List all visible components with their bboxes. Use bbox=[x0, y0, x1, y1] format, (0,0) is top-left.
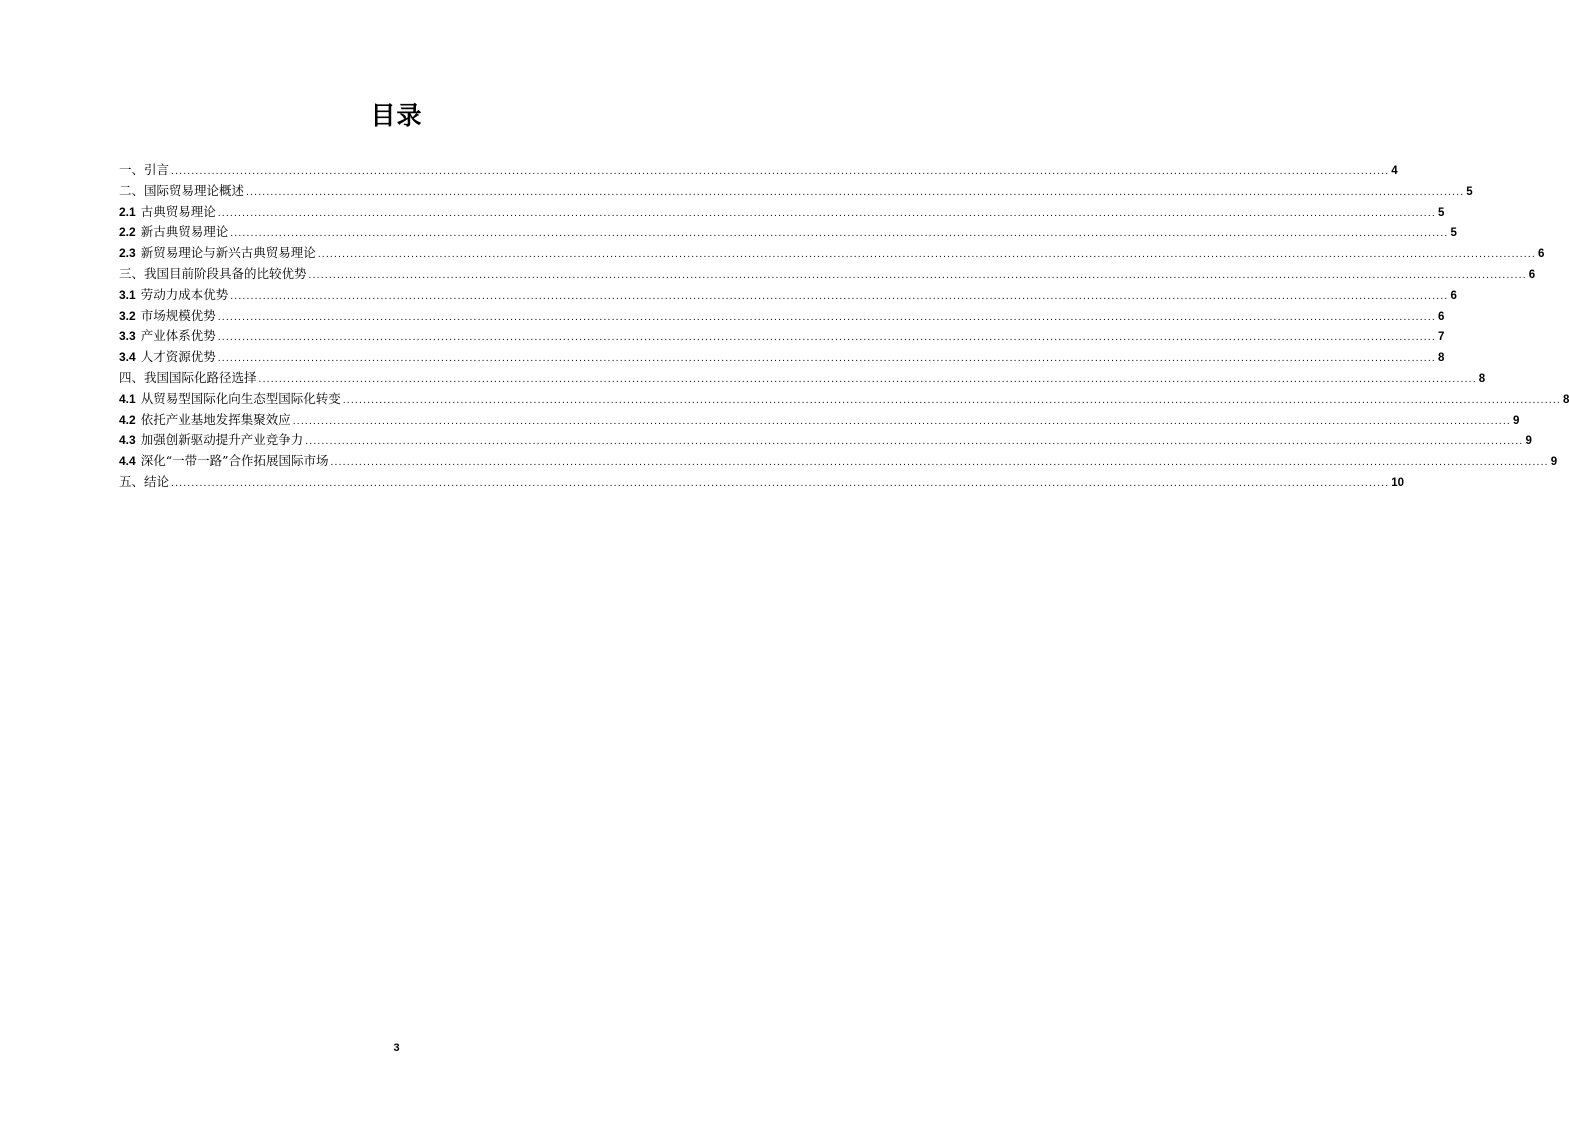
toc-entry-page: 4 bbox=[1391, 165, 1398, 177]
toc-entry-page: 8 bbox=[1478, 372, 1486, 385]
toc-entry-title: 四、我国国际化路径选择 bbox=[119, 369, 257, 385]
toc-entry-title: 新古典贸易理论 bbox=[140, 224, 229, 240]
toc-entry-number: 4.2 bbox=[119, 412, 136, 427]
toc-entry-title: 三、我国目前阶段具备的比较优势 bbox=[119, 265, 307, 281]
toc-leader: ............................................................................................................................................................................................................................................................................................................ bbox=[292, 416, 1511, 427]
toc-entry-title: 二、国际贸易理论概述 bbox=[119, 182, 245, 198]
toc-entry-page: 5 bbox=[1450, 227, 1457, 240]
toc-entry[interactable] bbox=[119, 368, 1486, 389]
toc-entry-number: 4.4 bbox=[119, 454, 136, 469]
toc-entry[interactable] bbox=[119, 264, 1536, 285]
toc-leader: ............................................................................................................................................................................................................................................................................................................ bbox=[217, 333, 1436, 344]
toc-entry[interactable] bbox=[119, 222, 1457, 243]
toc-entry-page: 6 bbox=[1528, 268, 1536, 281]
toc-leader: ............................................................................................................................................................................................................................................................................................................ bbox=[230, 229, 1449, 240]
toc-leader: ............................................................................................................................................................................................................................................................................................................ bbox=[342, 395, 1561, 406]
toc-entry-page: 6 bbox=[1450, 289, 1457, 302]
page-title: 目录 bbox=[370, 101, 423, 130]
toc-entry[interactable] bbox=[119, 347, 1445, 368]
toc-leader: ............................................................................................................................................................................................................................................................................................................ bbox=[217, 312, 1436, 323]
toc-entry-page: 7 bbox=[1437, 331, 1445, 344]
toc-entry-number: 3.3 bbox=[119, 329, 136, 344]
toc-entry-number: 3.2 bbox=[119, 308, 136, 323]
toc-leader: ............................................................................................................................................................................................................................................................................................................ bbox=[217, 354, 1436, 365]
toc-entry-page: 5 bbox=[1437, 206, 1445, 219]
toc-entry-title: 五、结论 bbox=[119, 473, 170, 489]
toc-leader: ............................................................................................................................................................................................................................................................................................................ bbox=[246, 187, 1465, 198]
toc-entry[interactable] bbox=[119, 430, 1532, 451]
toc-entry-number: 4.1 bbox=[119, 391, 136, 406]
toc-entry-number: 3.4 bbox=[119, 350, 136, 365]
toc-entry[interactable] bbox=[119, 472, 1405, 493]
toc-entry-title: 劳动力成本优势 bbox=[140, 286, 229, 302]
toc-entry-title: 市场规模优势 bbox=[140, 307, 216, 323]
toc-entry-title: 从贸易型国际化向生态型国际化转变 bbox=[140, 390, 341, 406]
toc-entry[interactable] bbox=[119, 389, 1569, 410]
toc-entry[interactable] bbox=[119, 285, 1457, 306]
toc-entry-title: 人才资源优势 bbox=[140, 349, 216, 365]
toc-entry-number: 2.2 bbox=[119, 225, 136, 240]
toc-entry-number: 2.1 bbox=[119, 204, 136, 219]
toc-leader: ............................................................................................................................................................................................................................................................................................................ bbox=[171, 478, 1390, 489]
toc-entry-page: 6 bbox=[1437, 310, 1445, 323]
toc-entry[interactable] bbox=[119, 160, 1398, 181]
toc-leader: ............................................................................................................................................................................................................................................................................................................ bbox=[171, 167, 1390, 177]
toc-leader: ............................................................................................................................................................................................................................................................................................................ bbox=[317, 250, 1536, 261]
toc-entry[interactable] bbox=[119, 326, 1445, 347]
toc-entry[interactable] bbox=[119, 202, 1445, 223]
toc-entry-title: 古典贸易理论 bbox=[140, 203, 216, 219]
toc-entry-page: 8 bbox=[1437, 352, 1445, 365]
toc-entry-page: 5 bbox=[1466, 185, 1473, 198]
toc-leader: ............................................................................................................................................................................................................................................................................................................ bbox=[330, 458, 1549, 469]
toc-leader: ............................................................................................................................................................................................................................................................................................................ bbox=[308, 270, 1527, 281]
table-of-contents bbox=[119, 160, 1569, 493]
toc-leader: ............................................................................................................................................................................................................................................................................................................ bbox=[258, 374, 1477, 385]
toc-entry-page: 9 bbox=[1550, 456, 1558, 469]
toc-entry[interactable] bbox=[119, 306, 1445, 327]
toc-leader: ............................................................................................................................................................................................................................................................................................................ bbox=[305, 437, 1524, 448]
toc-entry-page: 6 bbox=[1537, 248, 1545, 261]
toc-entry-page: 9 bbox=[1512, 414, 1520, 427]
toc-entry-page: 9 bbox=[1525, 435, 1532, 448]
toc-entry-page: 10 bbox=[1391, 476, 1405, 489]
toc-entry-number: 4.3 bbox=[119, 433, 136, 448]
toc-entry-title: 新贸易理论与新兴古典贸易理论 bbox=[140, 245, 316, 261]
toc-entry-title: 一、引言 bbox=[119, 162, 170, 177]
toc-entry[interactable] bbox=[119, 181, 1473, 202]
toc-entry[interactable] bbox=[119, 451, 1558, 472]
toc-entry-page: 8 bbox=[1562, 393, 1569, 406]
toc-entry-title: 深化“一带一路”合作拓展国际市场 bbox=[140, 453, 329, 469]
toc-leader: ............................................................................................................................................................................................................................................................................................................ bbox=[217, 208, 1436, 219]
toc-entry-number: 3.1 bbox=[119, 287, 136, 302]
toc-entry[interactable] bbox=[119, 243, 1545, 264]
toc-leader: ............................................................................................................................................................................................................................................................................................................ bbox=[230, 291, 1449, 302]
page-number: 3 bbox=[393, 1042, 400, 1054]
toc-entry-title: 依托产业基地发挥集聚效应 bbox=[140, 411, 291, 427]
toc-entry-title: 加强创新驱动提升产业竞争力 bbox=[140, 432, 304, 448]
toc-entry-number: 2.3 bbox=[119, 246, 136, 261]
toc-entry-title: 产业体系优势 bbox=[140, 328, 216, 344]
toc-entry[interactable] bbox=[119, 410, 1520, 431]
